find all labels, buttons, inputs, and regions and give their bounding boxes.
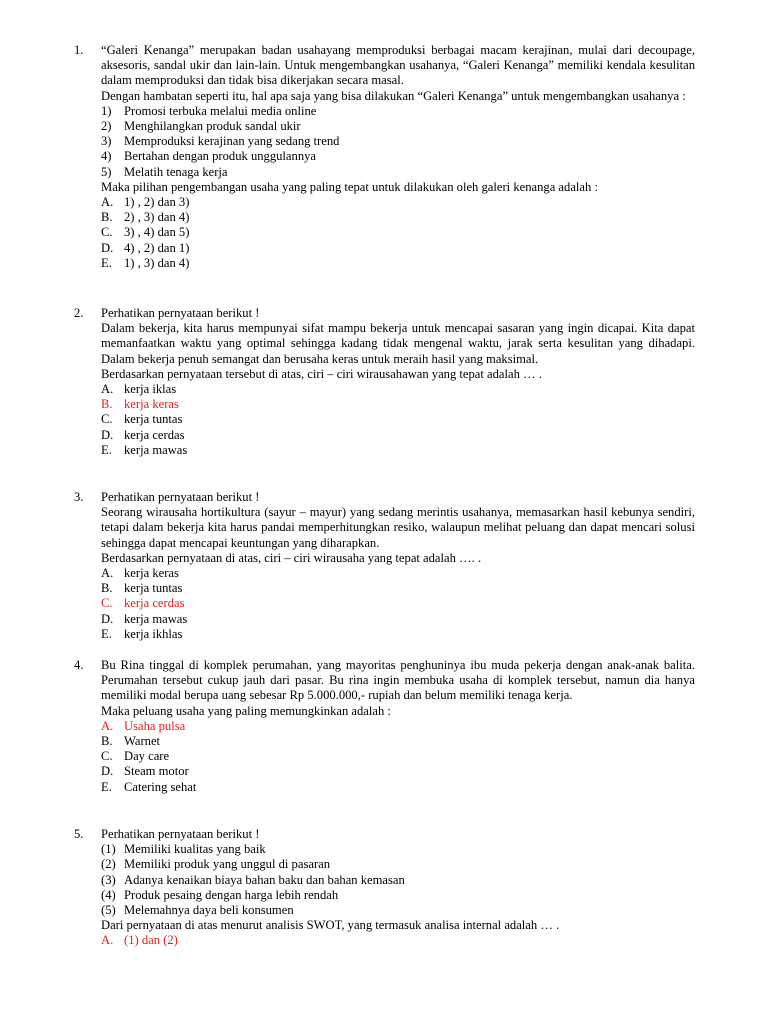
question-body xyxy=(101,490,695,642)
answer-option-d xyxy=(101,764,695,779)
statement-text: Memiliki kualitas yang baik xyxy=(124,842,266,857)
question-number: 4. xyxy=(74,658,84,672)
statement-item xyxy=(101,119,695,134)
question-intro: “Galeri Kenanga” merupakan badan usahayang memproduksi berbagai macam kerajinan, mulai dari decoupage, aksesoris, sandal ukir dan lain-lain. Untuk mengembangkan usahanya, “Galeri Kenanga” memiliki kendala kesulitan dalam memproduksi dan tidak bisa dikerjakan secara masal. xyxy=(101,43,695,88)
statement-item xyxy=(101,857,695,872)
question-prompt: Berdasarkan pernyataan di atas, ciri – ciri wirausaha yang tepat adalah …. . xyxy=(101,550,482,565)
question-text: Dengan hambatan seperti itu, hal apa saja yang bisa dilakukan “Galeri Kenanga” untuk mengembangkan usahanya : xyxy=(101,88,686,103)
statement-marker: (3) xyxy=(101,872,116,887)
option-text: kerja ikhlas xyxy=(124,626,183,641)
statement-marker: (2) xyxy=(101,857,116,872)
option-marker: A. xyxy=(101,195,114,210)
option-marker: A. xyxy=(101,933,114,948)
option-text: Catering sehat xyxy=(124,779,197,794)
answer-option-e xyxy=(101,443,695,458)
answer-option-b xyxy=(101,734,695,749)
option-marker: D. xyxy=(101,764,114,779)
answer-option-a xyxy=(101,382,695,397)
option-text: Steam motor xyxy=(124,764,189,779)
question-title: Perhatikan pernyataan berikut ! xyxy=(101,490,260,504)
option-text: 4) , 2) dan 1) xyxy=(124,240,190,255)
answer-option-c xyxy=(101,749,695,764)
question-passage: Dalam bekerja, kita harus mempunyai sifat mampu bekerja untuk mencapai sasaran yang ingin dicapai. Kita dapat memanfaatkan waktu yang optimal sehingga kadang tidak mengenal waktu, jarak serta kesulitan yang dihadapi. Dalam bekerja penuh semangat dan berusaha keras untuk meraih hasil yang maksimal. xyxy=(101,321,695,366)
question-body xyxy=(101,658,695,795)
statement-text: Promosi terbuka melalui media online xyxy=(124,103,317,118)
question-4 xyxy=(74,658,694,795)
option-marker: E. xyxy=(101,442,112,457)
option-marker: C. xyxy=(101,225,113,240)
answer-option-e xyxy=(101,256,695,271)
statement-text: Produk pesaing dengan harga lebih rendah xyxy=(124,887,339,902)
answer-option-b xyxy=(101,581,695,596)
option-text: kerja mawas xyxy=(124,442,188,457)
statement-item xyxy=(101,104,695,119)
option-text: kerja iklas xyxy=(124,382,177,397)
option-marker: E. xyxy=(101,626,112,641)
answer-option-c xyxy=(101,412,695,427)
answer-option-a-correct xyxy=(101,719,695,734)
answer-option-d xyxy=(101,612,695,627)
question-prompt: Maka pilihan pengembangan usaha yang paling tepat untuk dilakukan oleh galeri kenanga adalah : xyxy=(101,179,598,194)
statement-item xyxy=(101,903,695,918)
answer-option-a xyxy=(101,195,695,210)
question-title: Perhatikan pernyataan berikut ! xyxy=(101,827,260,841)
option-text: kerja keras xyxy=(124,566,179,581)
statement-item xyxy=(101,149,695,164)
statement-text: Memproduksi kerajinan yang sedang trend xyxy=(124,134,340,149)
option-text: kerja mawas xyxy=(124,611,188,626)
question-passage: Seorang wirausaha hortikultura (sayur – mayur) yang sedang merintis usahanya, memasarkan hasil kebunya sendiri, tetapi dalam bekerja kita harus pandai memperhitungkan resiko, walaupun melihat peluang dan dapat mencari solusi sehingga dapat mencapai keuntungan yang diharapkan. xyxy=(101,505,695,550)
question-prompt: Maka peluang usaha yang paling memungkinkan adalah : xyxy=(101,703,391,718)
question-body xyxy=(101,43,695,271)
option-text: (1) dan (2) xyxy=(124,933,178,948)
option-marker: C. xyxy=(101,596,113,611)
statement-marker: (5) xyxy=(101,903,116,918)
answer-option-c xyxy=(101,225,695,240)
question-5 xyxy=(74,827,694,949)
option-text: kerja tuntas xyxy=(124,412,183,427)
statement-item xyxy=(101,165,695,180)
option-marker: B. xyxy=(101,734,113,749)
answer-option-d xyxy=(101,428,695,443)
option-text: 1) , 2) dan 3) xyxy=(124,195,190,210)
answer-option-c-correct xyxy=(101,596,695,611)
option-marker: B. xyxy=(101,581,113,596)
option-marker: A. xyxy=(101,718,114,733)
statement-marker: 3) xyxy=(101,134,112,149)
statement-item xyxy=(101,134,695,149)
question-2 xyxy=(74,306,694,458)
answer-option-b-correct xyxy=(101,397,695,412)
option-text: kerja cerdas xyxy=(124,596,185,611)
statement-text: Memiliki produk yang unggul di pasaran xyxy=(124,857,331,872)
question-body xyxy=(101,306,695,458)
statement-text: Melemahnya daya beli konsumen xyxy=(124,903,294,918)
statement-marker: 5) xyxy=(101,164,112,179)
question-passage: Bu Rina tinggal di komplek perumahan, yang mayoritas penghuninya ibu muda pekerja dengan anak-anak balita. Perumahan tersebut cukup jauh dari pasar. Bu rina ingin membuka usaha di komplek tersebut, namun dia hanya memiliki modal berupa uang sebesar Rp 5.000.000,- rupiah dan belum memiliki tenaga kerja. xyxy=(101,658,695,703)
question-title: Perhatikan pernyataan berikut ! xyxy=(101,306,260,320)
option-text: kerja tuntas xyxy=(124,581,183,596)
statement-marker: (4) xyxy=(101,887,116,902)
option-marker: B. xyxy=(101,210,113,225)
option-text: 1) , 3) dan 4) xyxy=(124,255,190,270)
option-marker: D. xyxy=(101,240,114,255)
option-marker: E. xyxy=(101,779,112,794)
answer-option-b xyxy=(101,210,695,225)
statement-marker: 2) xyxy=(101,119,112,134)
question-number: 2. xyxy=(74,306,84,320)
statement-marker: 4) xyxy=(101,149,112,164)
statement-text: Bertahan dengan produk unggulannya xyxy=(124,149,316,164)
statement-text: Melatih tenaga kerja xyxy=(124,164,228,179)
option-marker: D. xyxy=(101,611,114,626)
statement-marker: (1) xyxy=(101,842,116,857)
answer-option-d xyxy=(101,241,695,256)
option-text: 2) , 3) dan 4) xyxy=(124,210,190,225)
question-prompt: Berdasarkan pernyataan tersebut di atas, ciri – ciri wirausahawan yang tepat adalah … . xyxy=(101,366,542,381)
option-text: kerja cerdas xyxy=(124,427,185,442)
option-text: kerja keras xyxy=(124,397,179,412)
option-text: Usaha pulsa xyxy=(124,718,186,733)
option-text: 3) , 4) dan 5) xyxy=(124,225,190,240)
statement-item xyxy=(101,842,695,857)
question-prompt: Dari pernyataan di atas menurut analisis SWOT, yang termasuk analisa internal adalah … . xyxy=(101,918,560,933)
option-marker: A. xyxy=(101,382,114,397)
option-marker: A. xyxy=(101,566,114,581)
statement-text: Adanya kenaikan biaya bahan baku dan bahan kemasan xyxy=(124,872,405,887)
statement-item xyxy=(101,888,695,903)
answer-option-a-correct xyxy=(101,933,695,948)
answer-option-e xyxy=(101,780,695,795)
question-1 xyxy=(74,43,694,271)
question-body xyxy=(101,827,695,949)
question-number: 3. xyxy=(74,490,84,504)
option-text: Day care xyxy=(124,749,170,764)
option-marker: C. xyxy=(101,412,113,427)
answer-option-a xyxy=(101,566,695,581)
option-text: Warnet xyxy=(124,734,161,749)
statement-text: Menghilangkan produk sandal ukir xyxy=(124,119,301,134)
option-marker: D. xyxy=(101,427,114,442)
answer-option-e xyxy=(101,627,695,642)
option-marker: E. xyxy=(101,255,112,270)
question-3 xyxy=(74,490,694,642)
option-marker: C. xyxy=(101,749,113,764)
statement-marker: 1) xyxy=(101,103,112,118)
question-number: 5. xyxy=(74,827,84,841)
option-marker: B. xyxy=(101,397,113,412)
question-number: 1. xyxy=(74,43,84,57)
statement-item xyxy=(101,873,695,888)
